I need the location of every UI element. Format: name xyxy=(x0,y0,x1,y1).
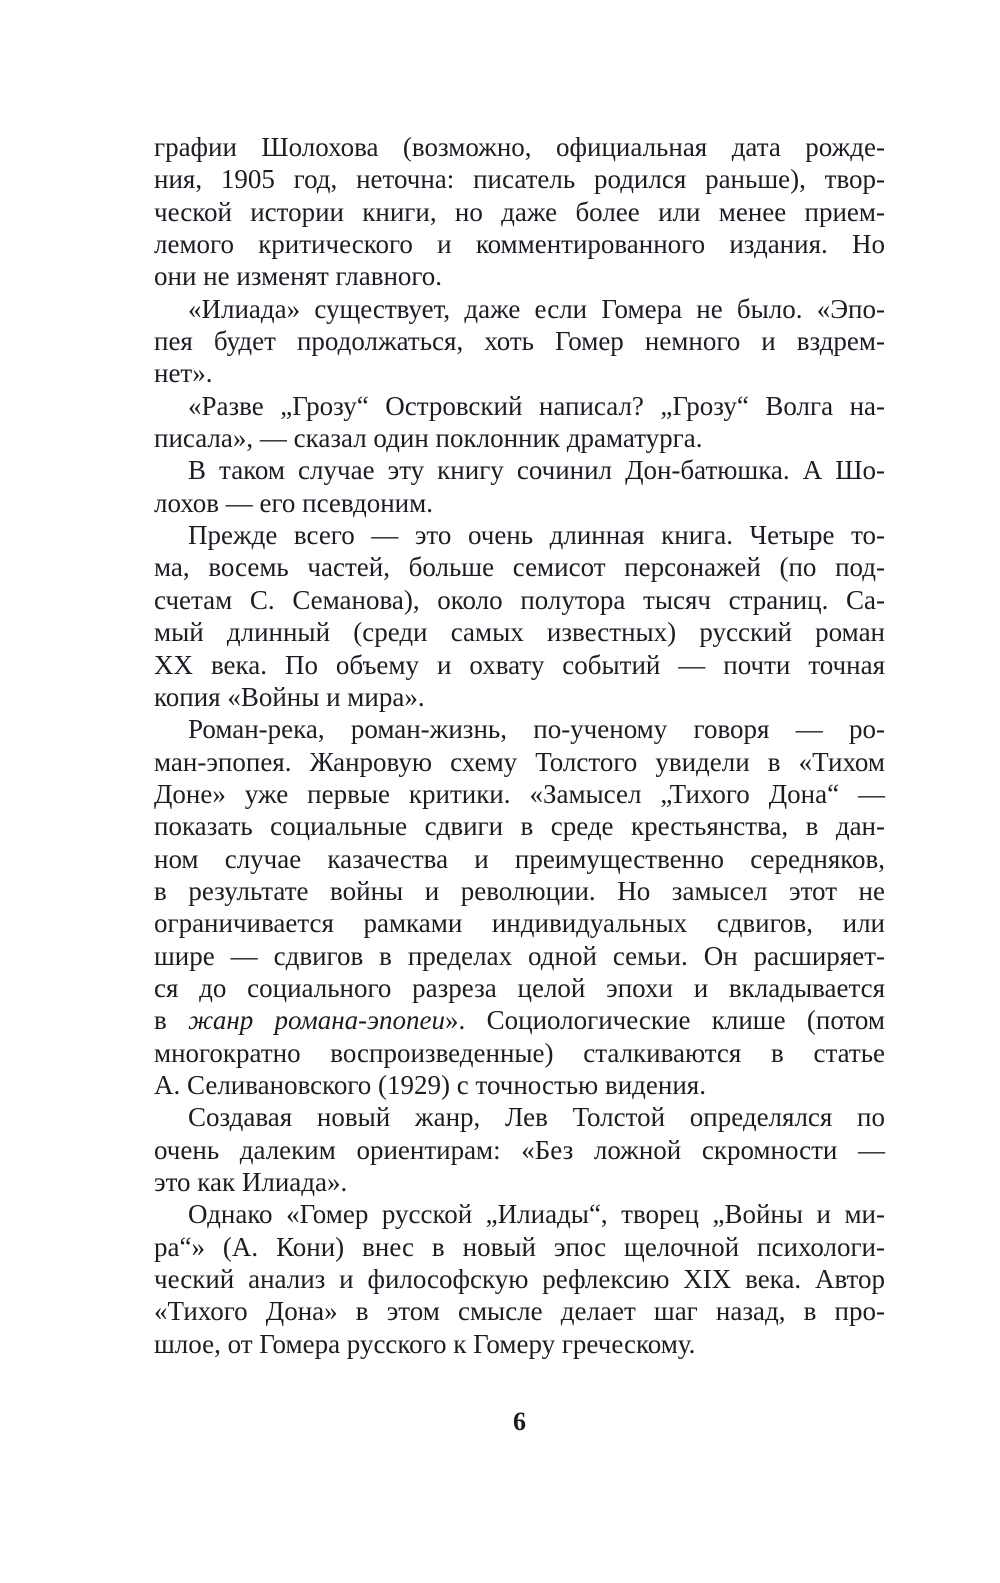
text-line: ся до социального разреза целой эпохи и вкладывается xyxy=(154,972,885,1003)
text-block xyxy=(154,131,885,1360)
text-line: XX века. По объему и охвату событий — почти точная xyxy=(154,649,885,680)
text-line: Прежде всего — это очень длинная книга. Четыре то- xyxy=(188,520,885,551)
text-line: счетам С. Семанова), около полутора тысяч страниц. Са- xyxy=(154,584,885,615)
text-line: Создавая новый жанр, Лев Толстой определялся по xyxy=(188,1102,885,1133)
paragraph xyxy=(154,1198,885,1360)
text-line: Роман-река, роман-жизнь, по-ученому говоря — ро- xyxy=(188,714,885,745)
text-line: графии Шолохова (возможно, официальная дата рожде- xyxy=(154,132,885,162)
text-line: нет». xyxy=(154,358,213,389)
italic-phrase: жанр романа-эпопеи xyxy=(188,1005,446,1036)
paragraph xyxy=(154,713,885,1101)
paragraph xyxy=(154,131,885,293)
text-line: ма, восемь частей, больше семисот персонажей (по под- xyxy=(154,552,885,583)
text-line: мый длинный (среди самых известных) русский роман xyxy=(154,617,885,648)
text-line: Однако «Гомер русской „Илиады“, творец „Войны и ми- xyxy=(188,1199,885,1230)
text-segment: ». Социологические клише (потом xyxy=(445,1005,886,1036)
text-line: показать социальные сдвиги в среде крестьянства, в дан- xyxy=(154,811,885,842)
text-line: шлое, от Гомера русского к Гомеру греческому. xyxy=(154,1328,696,1359)
text-line: пея будет продолжаться, хоть Гомер немного и вздрем- xyxy=(154,326,885,357)
text-line: «Разве „Грозу“ Островский написал? „Грозу“ Волга на- xyxy=(188,390,885,421)
text-line: ческой истории книги, но даже более или менее прием- xyxy=(154,196,885,227)
text-line: ограничивается рамками индивидуальных сдвигов, или xyxy=(154,908,885,939)
text-line: лемого критического и комментированного издания. Но xyxy=(154,229,885,260)
paragraph xyxy=(154,390,885,455)
text-line: многократно воспроизведенные) сталкиваются в статье xyxy=(154,1037,885,1068)
text-line: В таком случае эту книгу сочинил Дон-батюшка. А Шо- xyxy=(188,455,885,486)
text-line: «Тихого Дона» в этом смысле делает шаг назад, в про- xyxy=(154,1296,885,1327)
text-line: ман-эпопея. Жанровую схему Толстого увидели в «Тихом xyxy=(154,746,885,777)
text-line: шире — сдвигов в пределах одной семьи. Он расширяет- xyxy=(154,940,885,971)
text-line: это как Илиада». xyxy=(154,1167,348,1197)
paragraph xyxy=(154,454,885,519)
text-line: ра“» (А. Кони) внес в новый эпос щелочной психологи- xyxy=(154,1231,885,1262)
text-line: ния, 1905 год, неточна: писатель родился раньше), твор- xyxy=(154,164,885,195)
text-line: они не изменят главного. xyxy=(154,261,443,292)
text-line: ческий анализ и философскую рефлексию XIX века. Автор xyxy=(154,1264,885,1295)
text-segment: в xyxy=(154,1005,189,1036)
text-line: копия «Войны и мира». xyxy=(154,681,425,712)
text-line xyxy=(154,1004,885,1036)
paragraph xyxy=(154,519,885,713)
text-line: лохов — его псевдоним. xyxy=(154,487,433,518)
text-line: в результате войны и революции. Но замысел этот не xyxy=(154,875,885,906)
text-line: писала», — сказал один поклонник драматурга. xyxy=(154,423,703,454)
text-line: ном случае казачества и преимущественно середняков, xyxy=(154,843,885,874)
page-number: 6 xyxy=(513,1407,526,1436)
text-line: Доне» уже первые критики. «Замысел „Тихого Дона“ — xyxy=(154,778,885,809)
text-line: А. Селивановского (1929) с точностью видения. xyxy=(154,1069,706,1100)
text-line: «Илиада» существует, даже если Гомера не было. «Эпо- xyxy=(188,293,885,324)
paragraph xyxy=(154,1101,885,1198)
paragraph xyxy=(154,293,885,390)
text-line: очень далеким ориентирам: «Без ложной скромности — xyxy=(154,1134,885,1165)
